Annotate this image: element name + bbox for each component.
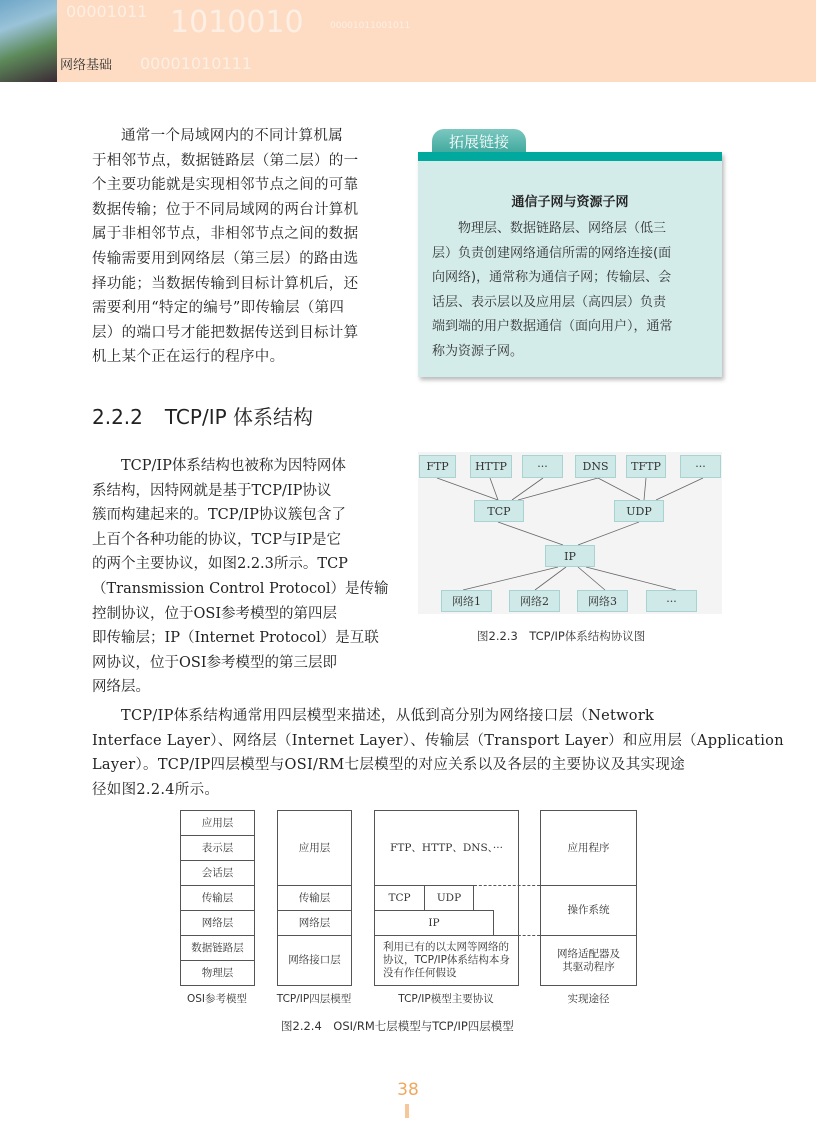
- text-line: 机上某个正在运行的程序中。: [92, 349, 285, 366]
- dashed-divider: [494, 935, 540, 936]
- text-line: 通常一个局域网内的不同计算机属: [121, 128, 343, 144]
- column-label: 实现途径: [567, 993, 610, 1005]
- page-number-bar: [405, 1104, 409, 1118]
- text-line: 系结构，因特网就是基于TCP/IP协议: [92, 482, 332, 499]
- protocol-box-udp: UDP: [614, 500, 664, 522]
- protocol-box-ftp: FTP: [419, 455, 456, 478]
- osi-layer: 网络层: [180, 910, 255, 936]
- binary-decoration: 00001011: [66, 2, 148, 21]
- osi-layer: 数据链路层: [180, 935, 255, 961]
- sidebar-tab: 拓展链接: [432, 129, 526, 155]
- text-line: 向网络)，通常称为通信子网；传输层、会: [432, 270, 672, 285]
- protocol-box-more: ···: [680, 455, 721, 478]
- text-line: Layer）。TCP/IP四层模型与OSI/RM七层模型的对应关系以及各层的主要协议及其实现途: [92, 757, 685, 774]
- paragraph-four-layer-model: [92, 704, 784, 802]
- text-line: 上百个各种功能的协议，TCP与IP是它: [92, 531, 342, 548]
- protocol-box-more: ···: [522, 455, 563, 478]
- text-line: 话层、表示层以及应用层（高四层）负责: [432, 294, 667, 310]
- protocol-box-ip: IP: [545, 545, 595, 567]
- header-image: [0, 0, 57, 82]
- tcpip-layer: 网络层: [277, 910, 352, 936]
- text-line: 物理层、数据链路层、网络层（低三: [432, 221, 667, 236]
- tcpip-layer: 网络接口层: [277, 935, 352, 986]
- protocol-tcp: TCP: [374, 885, 425, 911]
- osi-layer: 会话层: [180, 860, 255, 886]
- osi-layer: 传输层: [180, 885, 255, 911]
- chapter-title: 网络基础: [60, 58, 113, 73]
- text-line: 层）负责创建网络通信所需的网络连接(面: [432, 245, 672, 261]
- extension-sidebar: [418, 152, 722, 377]
- figure-tcpip-protocol-diagram: [418, 452, 722, 614]
- tcpip-layer: 传输层: [277, 885, 352, 911]
- protocol-box-tcp: TCP: [474, 500, 524, 522]
- implementation-box: 网络适配器及其驱动程序: [540, 935, 637, 986]
- protocol-box-tftp: TFTP: [626, 455, 666, 478]
- protocol-udp: UDP: [424, 885, 474, 911]
- page-header: [0, 0, 816, 82]
- protocol-ip: IP: [374, 910, 494, 936]
- text-line: 即传输层；IP（Internet Protocol）是互联: [92, 630, 379, 647]
- binary-decoration: 00001011001011: [330, 21, 411, 31]
- dashed-divider: [474, 885, 540, 886]
- network-box: 网络1: [441, 590, 492, 612]
- text-line: （Transmission Control Protocol）是传输: [92, 580, 389, 597]
- text-line: 径如图2.2.4所示。: [92, 781, 220, 798]
- section-number: 2.2.2: [92, 405, 143, 429]
- app-protocols: FTP、HTTP、DNS、···: [390, 841, 503, 854]
- figure-caption: 图2.2.4 OSI/RM七层模型与TCP/IP四层模型: [281, 1019, 514, 1033]
- text-line: 个主要功能就是实现相邻节点之间的可靠: [92, 177, 359, 194]
- text-line: 网络层。: [92, 679, 150, 696]
- text-line: 数据传输；位于不同局域网的两台计算机: [92, 201, 359, 218]
- protocol-box-dns: DNS: [575, 455, 616, 478]
- column-label: TCP/IP模型主要协议: [398, 993, 494, 1005]
- paragraph-tcpip-intro: [92, 454, 389, 700]
- tcpip-layer: 应用层: [277, 810, 352, 886]
- figure-caption: 图2.2.3 TCP/IP体系结构协议图: [477, 629, 646, 643]
- network-box: 网络2: [509, 590, 560, 612]
- osi-layer: 应用层: [180, 810, 255, 836]
- text-line: 属于非相邻节点，非相邻节点之间的数据: [92, 226, 359, 243]
- sidebar-body: [432, 217, 673, 364]
- osi-layer: 物理层: [180, 960, 255, 986]
- osi-layer: 表示层: [180, 835, 255, 861]
- text-line: TCP/IP体系结构通常用四层模型来描述，从低到高分别为网络接口层（Network: [121, 708, 655, 724]
- page-number: 38: [397, 1080, 419, 1100]
- section-title: TCP/IP 体系结构: [164, 405, 314, 429]
- text-line: 簇而构建起来的。TCP/IP协议簇包含了: [92, 507, 346, 524]
- text-line: 于相邻节点，数据链路层（第二层）的一: [92, 152, 359, 169]
- sidebar-title: 通信子网与资源子网: [511, 195, 629, 210]
- paragraph-adjacent-nodes: [92, 124, 384, 370]
- section-heading: [92, 401, 313, 430]
- binary-decoration: 00001010111: [140, 54, 252, 73]
- text-line: 控制协议，位于OSI参考模型的第四层: [92, 605, 338, 622]
- text-line: 择功能；当数据传输到目标计算机后，还: [92, 275, 359, 292]
- network-box: ···: [646, 590, 697, 612]
- text-line: Interface Layer）、网络层（Internet Layer）、传输层（Transport Layer）和应用层（Application: [92, 732, 784, 749]
- implementation-box: 操作系统: [540, 885, 637, 936]
- network-interface-note: 利用已有的以太网等网络的协议，TCP/IP体系结构本身没有作任何假设: [374, 935, 519, 986]
- column-label: OSI参考模型: [186, 993, 248, 1005]
- network-box: 网络3: [577, 590, 628, 612]
- text-line: TCP/IP体系结构也被称为因特网体: [121, 458, 346, 474]
- text-line: 称为资源子网。: [432, 343, 524, 359]
- text-line: 需要利用“特定的编号”即传输层（第四: [92, 300, 345, 317]
- protocol-box-http: HTTP: [470, 455, 512, 478]
- implementation-box: 应用程序: [540, 810, 637, 886]
- text-line: 传输需要用到网络层（第三层）的路由选: [92, 250, 359, 267]
- text-line: 的两个主要协议，如图2.2.3所示。TCP: [92, 556, 348, 573]
- column-label: TCP/IP四层模型: [276, 993, 352, 1005]
- text-line: 网协议，位于OSI参考模型的第三层即: [92, 654, 338, 671]
- text-line: 端到端的用户数据通信（面向用户），通常: [432, 319, 673, 334]
- binary-decoration: 1010010: [170, 5, 304, 40]
- text-line: 层）的端口号才能把数据传送到目标计算: [92, 324, 359, 341]
